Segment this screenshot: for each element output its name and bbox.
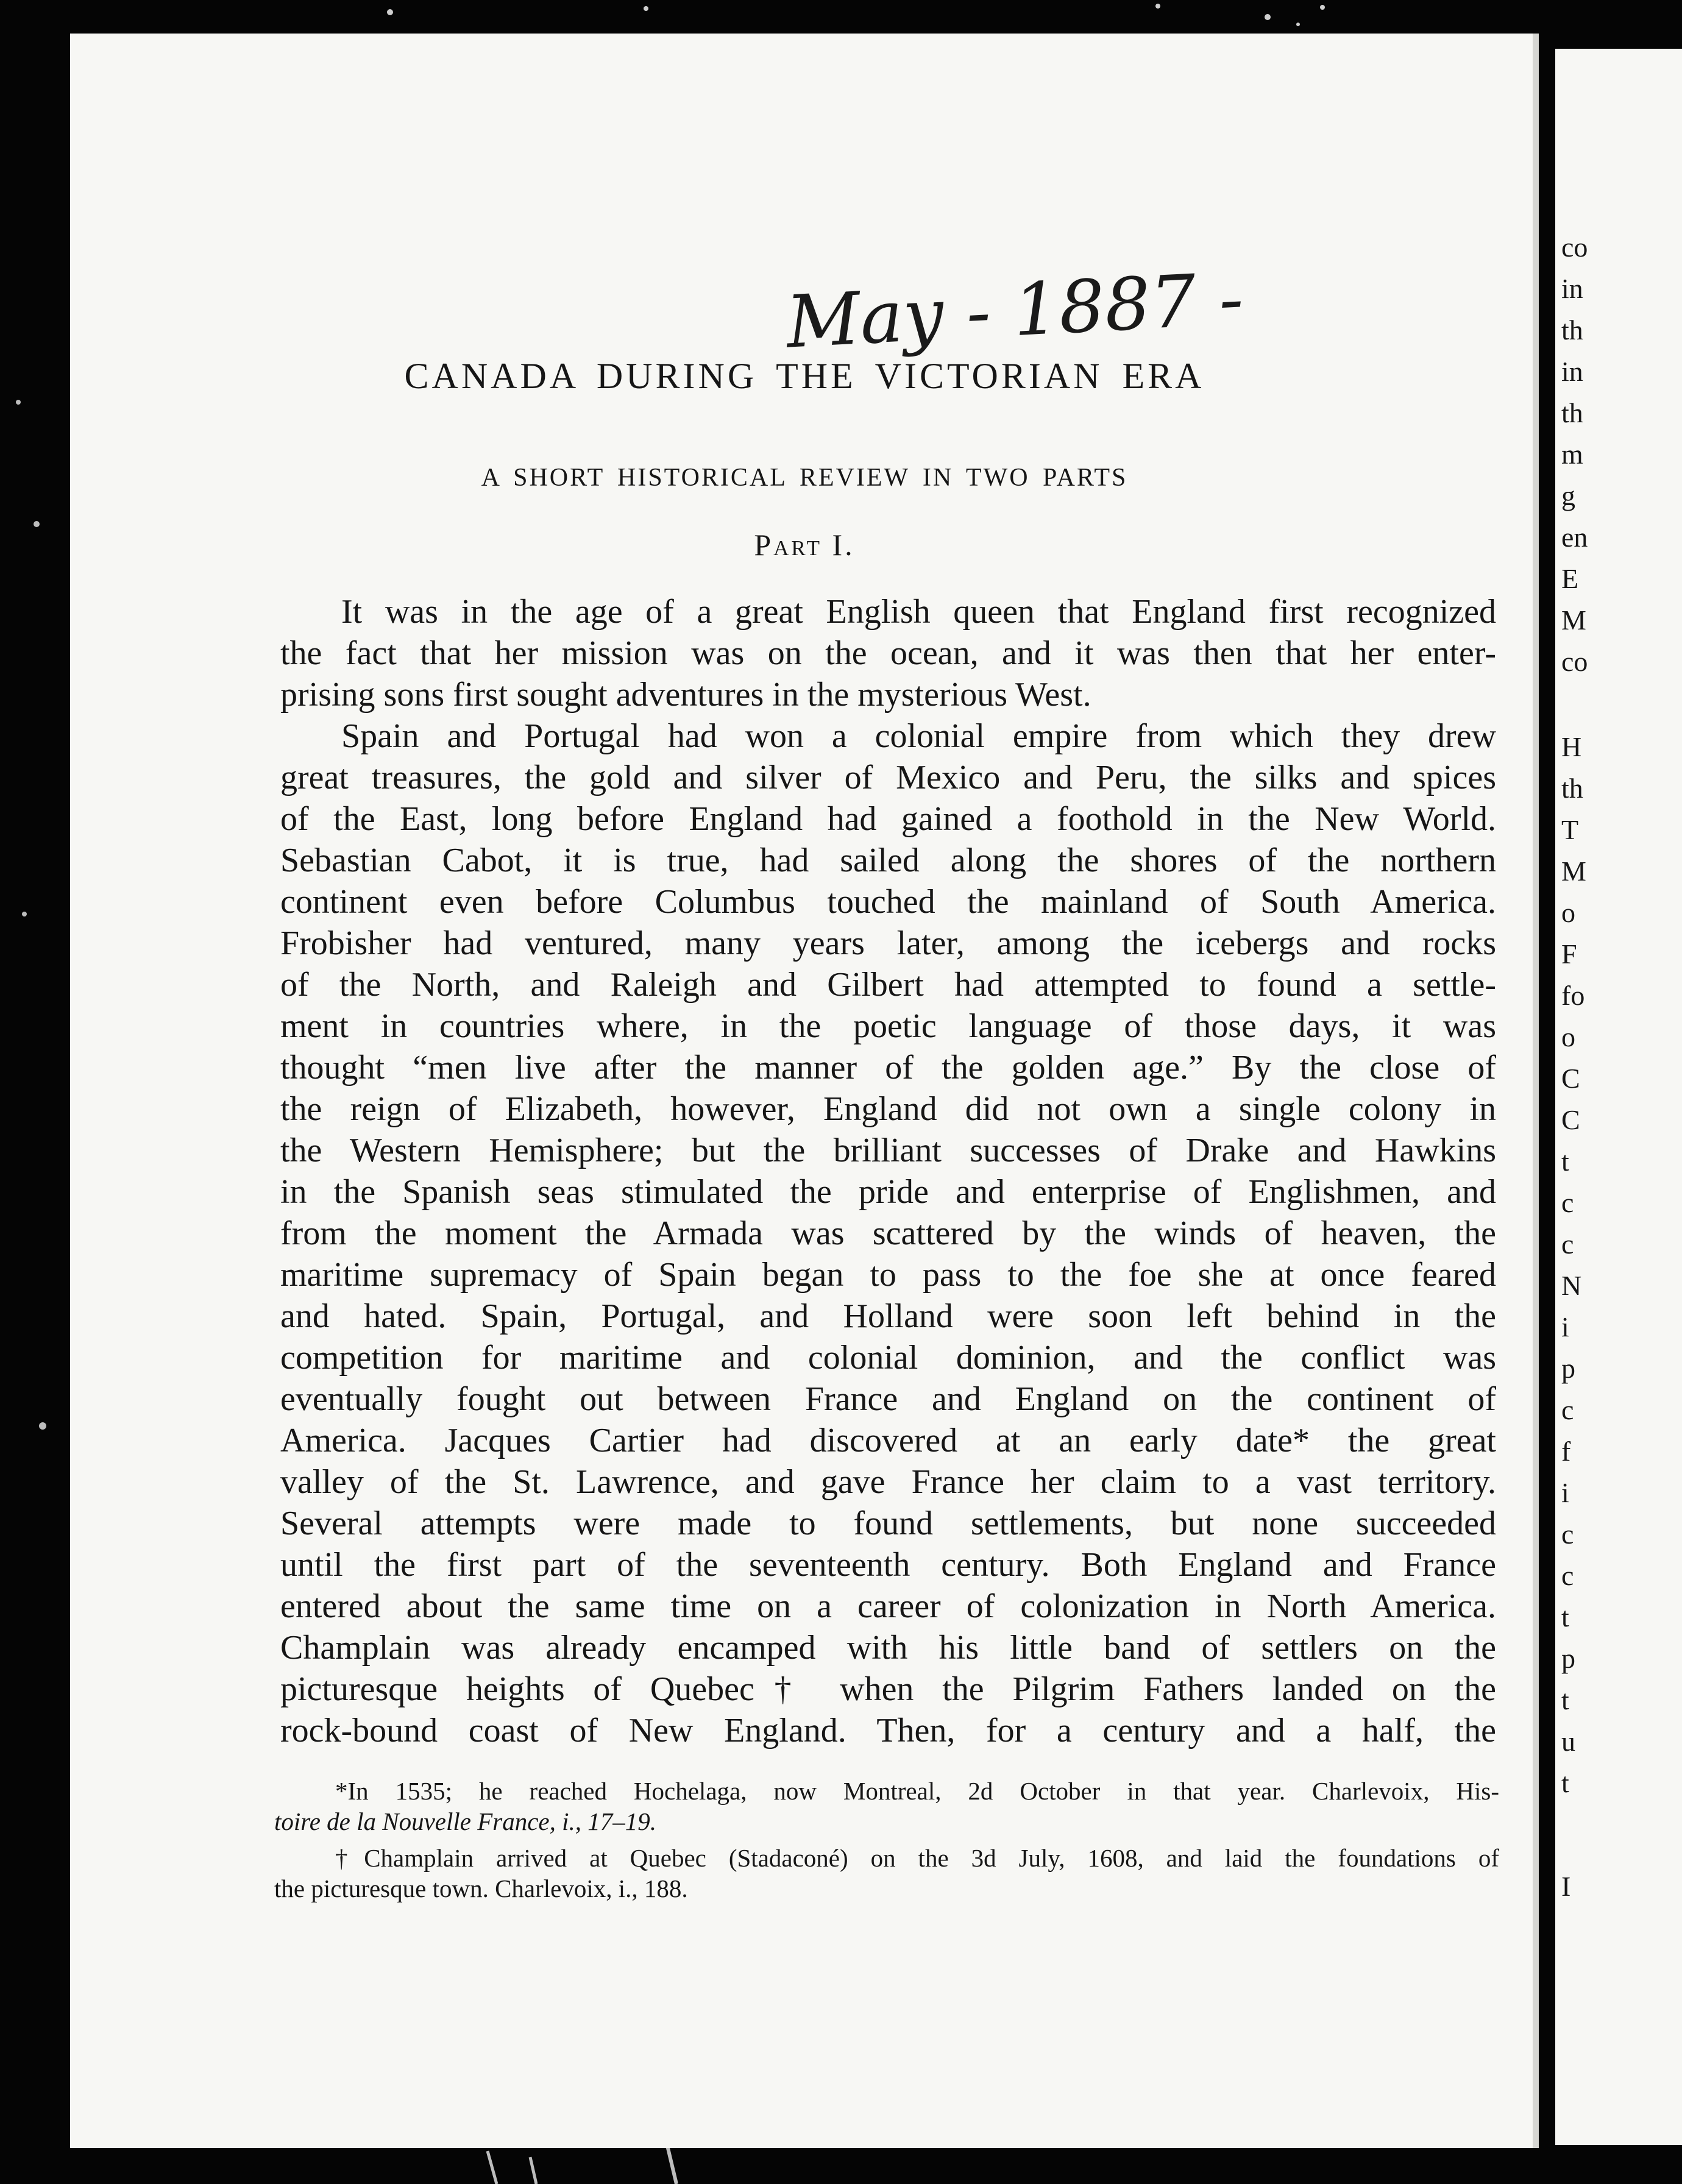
edge-fragment: g: [1561, 480, 1575, 511]
footnote-line: toire de la Nouvelle France, i., 17–19.: [274, 1807, 657, 1835]
body-line: in the Spanish seas stimulated the pride and enterprise of Englishmen, and: [280, 1173, 1496, 1211]
edge-fragment: p: [1561, 1353, 1575, 1384]
page-title: CANADA DURING THE VICTORIAN ERA: [404, 356, 1205, 396]
edge-fragment: co: [1561, 232, 1588, 263]
body-line: the Western Hemisphere; but the brilliant successes of Drake and Hawkins: [280, 1132, 1496, 1169]
body-line: picturesque heights of Quebec† when the Pilgrim Fathers landed on the: [280, 1670, 1496, 1708]
edge-fragment: f: [1561, 1436, 1571, 1467]
footnote-line: the picturesque town. Charlevoix, i., 188.: [274, 1874, 688, 1902]
edge-fragment: m: [1561, 439, 1583, 470]
edge-fragment: th: [1561, 773, 1583, 804]
edge-fragment: T: [1561, 814, 1579, 845]
body-line: Frobisher had ventured, many years later, among the icebergs and rocks: [280, 924, 1496, 962]
edge-fragment: c: [1561, 1560, 1574, 1591]
edge-fragment: in: [1561, 273, 1583, 304]
page-gutter-line: [1533, 34, 1539, 2148]
body-line: valley of the St. Lawrence, and gave France her claim to a vast territory.: [280, 1463, 1496, 1501]
edge-fragment: i: [1561, 1477, 1569, 1508]
next-page-edge: [1555, 49, 1682, 2145]
body-line: competition for maritime and colonial dominion, and the conflict was: [280, 1339, 1496, 1377]
edge-fragment: i: [1561, 1311, 1569, 1342]
edge-fragment: u: [1561, 1726, 1575, 1757]
edge-fragment: c: [1561, 1187, 1574, 1218]
body-line: It was in the age of a great English queen that England first recognized: [341, 593, 1496, 631]
part-heading: Part I.: [754, 528, 855, 562]
body-line: from the moment the Armada was scattered by the winds of heaven, the: [280, 1214, 1496, 1252]
body-line: ment in countries where, in the poetic language of those days, it was: [280, 1007, 1496, 1045]
edge-fragment: t: [1561, 1684, 1569, 1715]
edge-fragment: en: [1561, 522, 1588, 553]
edge-fragment: c: [1561, 1519, 1574, 1550]
body-line: Spain and Portugal had won a colonial empire from which they drew: [341, 717, 1496, 755]
edge-fragment: t: [1561, 1146, 1569, 1177]
body-line: America. Jacques Cartier had discovered at an early date* the great: [280, 1422, 1496, 1459]
body-line: maritime supremacy of Spain began to pass to the foe she at once feared: [280, 1256, 1496, 1294]
edge-fragment: H: [1561, 731, 1582, 762]
edge-fragment: C: [1561, 1063, 1580, 1094]
edge-fragment: I: [1561, 1871, 1571, 1902]
body-line: the reign of Elizabeth, however, England did not own a single colony in: [280, 1090, 1496, 1128]
handwritten-date-note: May - 1887 -: [784, 256, 1246, 364]
body-line: entered about the same time on a career of colonization in North America.: [280, 1587, 1496, 1625]
body-line: thought “men live after the manner of the golden age.” By the close of: [280, 1049, 1496, 1087]
body-line: and hated. Spain, Portugal, and Holland were soon left behind in the: [280, 1297, 1496, 1335]
edge-fragment: th: [1561, 397, 1583, 428]
edge-fragment: co: [1561, 646, 1588, 677]
edge-fragment: F: [1561, 938, 1577, 970]
edge-fragment: t: [1561, 1601, 1569, 1633]
body-line: great treasures, the gold and silver of Mexico and Peru, the silks and spices: [280, 759, 1496, 796]
body-line: of the East, long before England had gained a foothold in the New World.: [280, 800, 1496, 838]
edge-fragment: o: [1561, 897, 1575, 928]
edge-fragment: c: [1561, 1394, 1574, 1425]
body-line: Sebastian Cabot, it is true, had sailed along the shores of the northern: [280, 842, 1496, 879]
edge-fragment: p: [1561, 1643, 1575, 1674]
edge-fragment: fo: [1561, 980, 1585, 1011]
edge-fragment: N: [1561, 1270, 1582, 1301]
body-line: until the first part of the seventeenth century. Both England and France: [280, 1546, 1496, 1584]
edge-fragment: in: [1561, 356, 1583, 387]
footnote-line: †Champlain arrived at Quebec (Stadaconé) on the 3d July, 1608, and laid the foundations of: [335, 1844, 1499, 1872]
body-line: Champlain was already encamped with his little band of settlers on the: [280, 1629, 1496, 1667]
edge-fragment: M: [1561, 604, 1586, 636]
edge-fragment: M: [1561, 856, 1586, 887]
body-line: Several attempts were made to found settlements, but none succeeded: [280, 1505, 1496, 1542]
page-subtitle: A SHORT HISTORICAL REVIEW IN TWO PARTS: [481, 464, 1128, 492]
edge-fragment: t: [1561, 1767, 1569, 1798]
edge-fragment: c: [1561, 1228, 1574, 1260]
body-line: of the North, and Raleigh and Gilbert had attempted to found a settle-: [280, 966, 1496, 1004]
edge-fragment: C: [1561, 1104, 1580, 1135]
book-page: [70, 34, 1539, 2148]
footnote-line: *In 1535; he reached Hochelaga, now Montreal, 2d October in that year. Charlevoix, His-: [335, 1777, 1499, 1805]
edge-fragment: E: [1561, 563, 1579, 594]
edge-fragment: th: [1561, 314, 1583, 346]
edge-fragment: o: [1561, 1021, 1575, 1052]
body-line: eventually fought out between France and England on the continent of: [280, 1380, 1496, 1418]
body-line: continent even before Columbus touched the mainland of South America.: [280, 883, 1496, 921]
body-line: rock-bound coast of New England. Then, for a century and a half, the: [280, 1712, 1496, 1750]
body-line: prising sons first sought adventures in the mysterious West.: [280, 676, 1091, 714]
body-line: the fact that her mission was on the ocean, and it was then that her enter-: [280, 634, 1496, 672]
